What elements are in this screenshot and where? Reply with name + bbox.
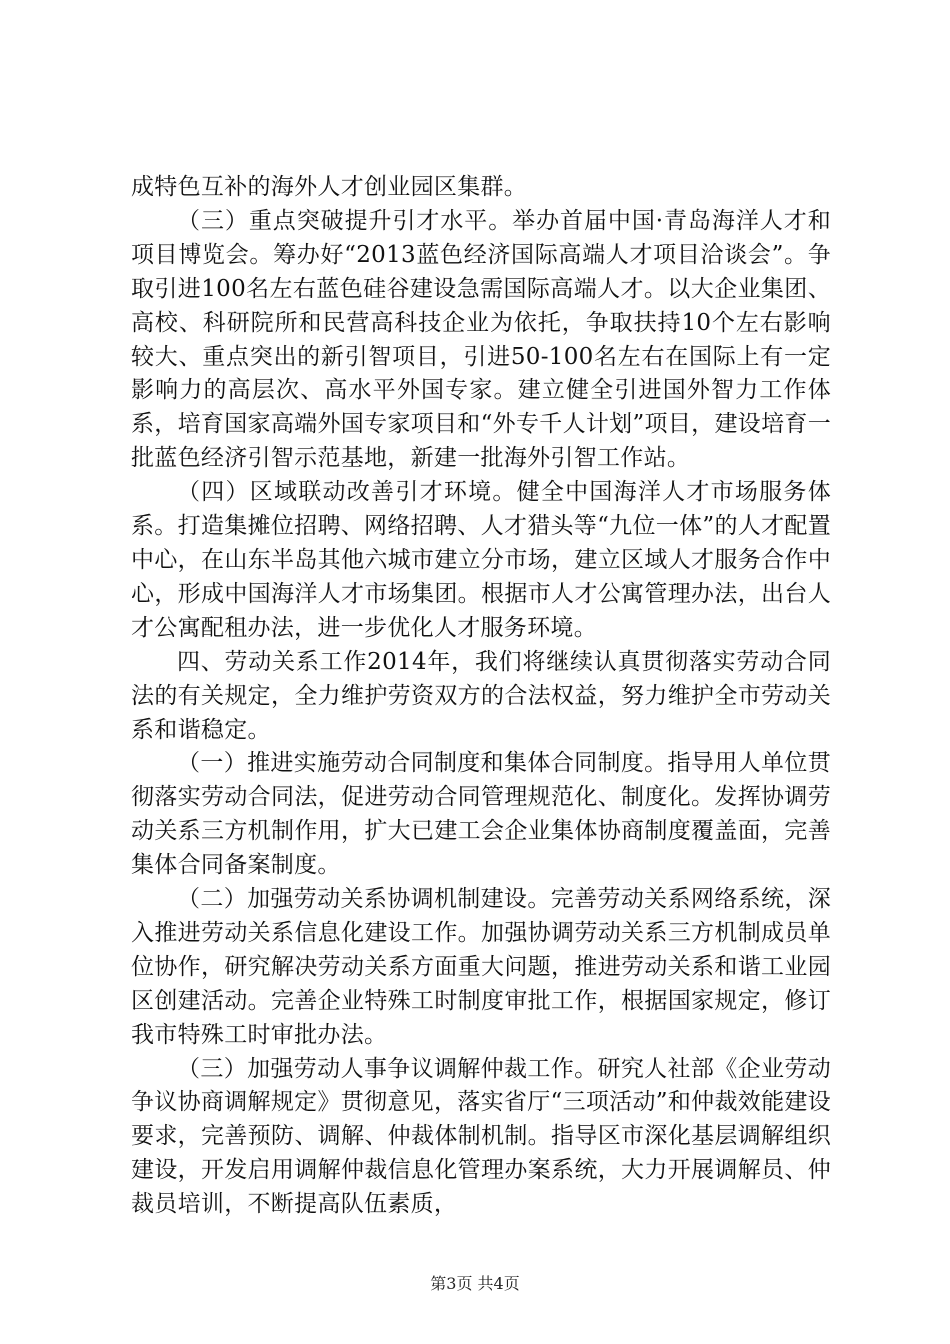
document-body bbox=[131, 171, 831, 1222]
paragraph-dispute-arbitration: （三）加强劳动人事争议调解仲裁工作。研究人社部《企业劳动争议协商调解规定》贯彻意见，落实省厅“三项活动”和仲裁效能建设要求，完善预防、调解、仲裁体制机制。指导区市深化基层调解组织建设，开发启用调解仲裁信息化管理办案系统，大力开展调解员、仲裁员培训，不断提高队伍素质， bbox=[131, 1055, 831, 1218]
paragraph-talent-attraction-level: （三）重点突破提升引才水平。举办首届中国·青岛海洋人才和项目博览会。筹办好“2013蓝色经济国际高端人才项目洽谈会”。争取引进100名左右蓝色硅谷建设急需国际高端人才。以大企业集团、高校、科研院所和民营高科技企业为依托，争取扶持10个左右影响较大、重点突出的新引智项目，引进50-100名左右在国际上有一定影响力的高层次、高水平外国专家。建立健全引进国外智力工作体系，培育国家高端外国专家项目和“外专千人计划”项目，建设培育一批蓝色经济引智示范基地，新建一批海外引智工作站。 bbox=[131, 207, 831, 472]
paragraph-continuation: 成特色互补的海外人才创业园区集群。 bbox=[131, 174, 528, 200]
paragraph-labor-coordination-mechanism: （二）加强劳动关系协调机制建设。完善劳动关系网络系统，深入推进劳动关系信息化建设工作。加强协调劳动关系三方机制成员单位协作，研究解决劳动关系方面重大问题，推进劳动关系和谐工业园区创建活动。完善企业特殊工时制度审批工作，根据国家规定，修订我市特殊工时审批办法。 bbox=[131, 886, 831, 1048]
paragraph-regional-linkage: （四）区域联动改善引才环境。健全中国海洋人才市场服务体系。打造集摊位招聘、网络招聘、人才猎头等“九位一体”的人才配置中心，在山东半岛其他六城市建立分市场，建立区域人才服务合作中心，形成中国海洋人才市场集团。根据市人才公寓管理办法，出台人才公寓配租办法，进一步优化人才服务环境。 bbox=[131, 479, 831, 641]
page-footer: 第3页 共4页 bbox=[430, 1274, 520, 1293]
paragraph-labor-contract-system: （一）推进实施劳动合同制度和集体合同制度。指导用人单位贯彻落实劳动合同法，促进劳动合同管理规范化、制度化。发挥协调劳动关系三方机制作用，扩大已建工会企业集体协商制度覆盖面，完善集体合同备案制度。 bbox=[131, 750, 831, 879]
paragraph-labor-relations-heading: 四、劳动关系工作2014年，我们将继续认真贯彻落实劳动合同法的有关规定，全力维护劳资双方的合法权益，努力维护全市劳动关系和谐稳定。 bbox=[131, 648, 831, 743]
